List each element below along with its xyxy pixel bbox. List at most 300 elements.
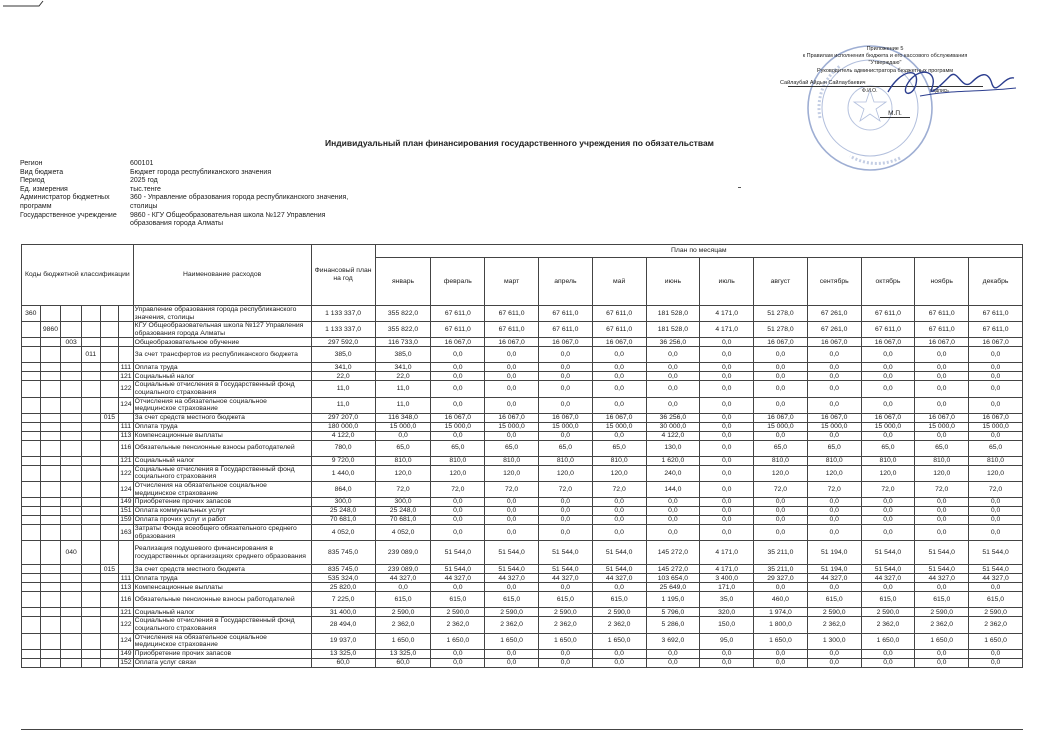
month-value-cell: 11,0 xyxy=(375,397,431,413)
expense-name-cell: Отчисления на обязательное социальное медицинское страхование xyxy=(133,397,311,413)
code-cell xyxy=(81,516,100,525)
table-row xyxy=(22,498,1023,507)
month-value-cell: 0,0 xyxy=(592,516,646,525)
table-row xyxy=(22,347,1023,363)
code-cell: 015 xyxy=(100,565,119,574)
table-row xyxy=(22,608,1023,617)
signer-name: Сайлаубай Айдын Сайлаубаевич xyxy=(780,80,866,86)
month-value-cell: 2 590,0 xyxy=(375,608,431,617)
month-value-cell: 1 195,0 xyxy=(646,592,700,608)
annual-plan-cell: 60,0 xyxy=(311,658,375,667)
annual-plan-cell: 11,0 xyxy=(311,381,375,397)
annual-plan-cell: 4 052,0 xyxy=(311,525,375,541)
month-value-cell: 4 171,0 xyxy=(700,322,754,338)
month-value-cell: 120,0 xyxy=(375,465,431,481)
month-value-cell: 15 000,0 xyxy=(915,422,969,431)
code-cell xyxy=(119,541,134,565)
month-value-cell: 0,0 xyxy=(700,381,754,397)
annual-plan-cell: 28 494,0 xyxy=(311,617,375,633)
code-cell xyxy=(40,507,61,516)
month-value-cell: 16 067,0 xyxy=(431,338,485,347)
month-value-cell: 0,0 xyxy=(431,516,485,525)
month-value-cell: 4 122,0 xyxy=(646,431,700,440)
code-cell xyxy=(100,633,119,649)
month-value-cell: 0,0 xyxy=(700,422,754,431)
month-value-cell: 60,0 xyxy=(375,658,431,667)
code-cell xyxy=(100,481,119,497)
code-cell xyxy=(22,381,41,397)
annual-plan-cell: 297 207,0 xyxy=(311,413,375,422)
month-value-cell: 0,0 xyxy=(592,658,646,667)
code-cell xyxy=(81,541,100,565)
code-cell xyxy=(81,372,100,381)
month-value-cell: 15 000,0 xyxy=(375,422,431,431)
meta-value: 360 - Управление образования города республиканского значения, столицы xyxy=(130,194,349,210)
expense-name-cell: Реализация подушевого финансирования в государственных организациях среднего образования xyxy=(133,541,311,565)
month-value-cell: 44 327,0 xyxy=(915,574,969,583)
month-value-cell: 72,0 xyxy=(375,481,431,497)
month-value-cell: 0,0 xyxy=(592,431,646,440)
meta-label: Государственное учреждение xyxy=(20,211,117,219)
code-cell xyxy=(100,507,119,516)
month-value-cell: 0,0 xyxy=(969,498,1023,507)
month-value-cell: 615,0 xyxy=(969,592,1023,608)
annual-plan-cell: 22,0 xyxy=(311,372,375,381)
code-cell xyxy=(22,507,41,516)
month-value-cell: 72,0 xyxy=(915,481,969,497)
appendix-line-1: Приложение 5 xyxy=(866,46,904,52)
annual-plan-cell: 535 324,0 xyxy=(311,574,375,583)
code-cell xyxy=(61,525,82,541)
month-value-cell: 0,0 xyxy=(700,338,754,347)
month-value-cell: 0,0 xyxy=(861,347,915,363)
code-cell xyxy=(22,456,41,465)
month-value-cell: 2 362,0 xyxy=(915,617,969,633)
month-value-cell: 810,0 xyxy=(861,456,915,465)
code-cell: 151 xyxy=(120,507,132,515)
code-cell xyxy=(100,306,119,322)
code-cell: 121 xyxy=(120,456,132,464)
meta-label: Вид бюджета xyxy=(20,168,64,176)
month-value-cell: 72,0 xyxy=(754,481,808,497)
month-value-cell: 0,0 xyxy=(969,431,1023,440)
code-cell: 011 xyxy=(81,347,100,363)
month-value-cell: 145 272,0 xyxy=(646,541,700,565)
appendix-line-2: к Правилам исполнения бюджета и его кассового обслуживания xyxy=(802,53,968,60)
code-cell xyxy=(22,440,41,456)
month-value-cell: 116 733,0 xyxy=(375,338,431,347)
month-value-cell: 65,0 xyxy=(861,440,915,456)
code-cell xyxy=(61,507,82,516)
month-value-cell: 0,0 xyxy=(431,658,485,667)
month-value-cell: 0,0 xyxy=(807,649,861,658)
code-cell xyxy=(81,381,100,397)
month-value-cell: 44 327,0 xyxy=(538,574,592,583)
month-value-cell: 16 067,0 xyxy=(754,338,808,347)
meta-row-administrator xyxy=(20,194,350,211)
table-row xyxy=(22,397,1023,413)
code-cell: 113 xyxy=(120,431,132,439)
code-cell xyxy=(81,592,100,608)
document-metadata xyxy=(20,160,350,229)
month-value-cell: 0,0 xyxy=(646,372,700,381)
code-cell xyxy=(100,465,119,481)
month-value-cell: 0,0 xyxy=(861,431,915,440)
code-cell xyxy=(40,541,61,565)
month-value-cell: 67 611,0 xyxy=(861,322,915,338)
seal-place-label: М.П. xyxy=(880,110,910,118)
month-value-cell: 44 327,0 xyxy=(969,574,1023,583)
month-value-cell: 0,0 xyxy=(861,525,915,541)
code-cell xyxy=(61,456,82,465)
header-month: июнь xyxy=(646,258,700,306)
month-value-cell: 0,0 xyxy=(807,525,861,541)
table-row xyxy=(22,381,1023,397)
handwritten-signature xyxy=(880,62,1020,108)
document-title: Индивидуальный план финансирования государственного учреждения по обязательствам xyxy=(325,138,714,148)
code-cell xyxy=(22,617,41,633)
header-month: март xyxy=(485,258,539,306)
month-value-cell: 67 611,0 xyxy=(861,306,915,322)
header-month: октябрь xyxy=(861,258,915,306)
month-value-cell: 44 327,0 xyxy=(431,574,485,583)
code-cell xyxy=(40,525,61,541)
code-cell xyxy=(100,525,119,541)
month-value-cell: 67 611,0 xyxy=(915,306,969,322)
month-value-cell: 181 528,0 xyxy=(646,322,700,338)
code-cell xyxy=(81,633,100,649)
month-value-cell: 0,0 xyxy=(431,583,485,592)
month-value-cell: 1 974,0 xyxy=(754,608,808,617)
meta-label: Регион xyxy=(20,160,43,167)
plan-table-body xyxy=(22,306,1023,668)
month-value-cell: 0,0 xyxy=(431,397,485,413)
code-cell xyxy=(22,431,41,440)
table-row xyxy=(22,541,1023,565)
month-value-cell: 0,0 xyxy=(700,649,754,658)
month-value-cell: 0,0 xyxy=(754,381,808,397)
code-cell xyxy=(22,633,41,649)
month-value-cell: 0,0 xyxy=(485,516,539,525)
month-value-cell: 16 067,0 xyxy=(915,338,969,347)
code-cell xyxy=(22,565,41,574)
month-value-cell: 0,0 xyxy=(538,363,592,372)
month-value-cell: 355 822,0 xyxy=(375,322,431,338)
month-value-cell: 0,0 xyxy=(592,525,646,541)
month-value-cell: 0,0 xyxy=(861,583,915,592)
code-cell xyxy=(40,456,61,465)
code-cell xyxy=(81,422,100,431)
header-name: Наименование расходов xyxy=(133,245,311,306)
meta-row-period xyxy=(20,177,350,186)
month-value-cell: 67 611,0 xyxy=(538,306,592,322)
month-value-cell: 0,0 xyxy=(485,381,539,397)
month-value-cell: 0,0 xyxy=(700,481,754,497)
month-value-cell: 0,0 xyxy=(485,583,539,592)
code-cell xyxy=(61,322,82,338)
month-value-cell: 51 544,0 xyxy=(969,541,1023,565)
month-value-cell: 0,0 xyxy=(431,347,485,363)
month-value-cell: 65,0 xyxy=(807,440,861,456)
month-value-cell: 0,0 xyxy=(538,658,592,667)
annual-plan-cell: 385,0 xyxy=(311,347,375,363)
month-value-cell: 300,0 xyxy=(375,498,431,507)
code-cell xyxy=(61,574,82,583)
month-value-cell: 0,0 xyxy=(592,507,646,516)
code-cell xyxy=(81,507,100,516)
table-row xyxy=(22,306,1023,322)
code-cell: 360 xyxy=(22,306,41,322)
code-cell xyxy=(61,583,82,592)
month-value-cell: 181 528,0 xyxy=(646,306,700,322)
month-value-cell: 0,0 xyxy=(538,381,592,397)
month-value-cell: 35 211,0 xyxy=(754,541,808,565)
month-value-cell: 5 796,0 xyxy=(646,608,700,617)
month-value-cell: 239 089,0 xyxy=(375,565,431,574)
month-value-cell: 171,0 xyxy=(700,583,754,592)
month-value-cell: 2 362,0 xyxy=(807,617,861,633)
month-value-cell: 67 611,0 xyxy=(538,322,592,338)
month-value-cell: 120,0 xyxy=(592,465,646,481)
code-cell: 116 xyxy=(119,440,134,456)
code-cell xyxy=(61,498,82,507)
code-cell xyxy=(40,516,61,525)
month-value-cell: 0,0 xyxy=(915,516,969,525)
month-value-cell: 67 611,0 xyxy=(592,322,646,338)
code-cell xyxy=(100,649,119,658)
code-cell xyxy=(100,456,119,465)
month-value-cell: 0,0 xyxy=(646,658,700,667)
code-cell xyxy=(40,372,61,381)
code-cell xyxy=(40,465,61,481)
expense-name-cell: Оплата труда xyxy=(133,574,311,583)
month-value-cell: 0,0 xyxy=(646,397,700,413)
code-cell: 111 xyxy=(119,363,134,372)
code-cell xyxy=(40,633,61,649)
code-cell xyxy=(100,592,119,608)
annual-plan-cell: 1 133 337,0 xyxy=(311,306,375,322)
month-value-cell: 67 611,0 xyxy=(431,322,485,338)
month-value-cell: 0,0 xyxy=(592,381,646,397)
month-value-cell: 615,0 xyxy=(538,592,592,608)
expense-name-cell: Управление образования города республиканского значения, столицы xyxy=(133,306,311,322)
month-value-cell: 810,0 xyxy=(592,456,646,465)
annual-plan-cell: 31 400,0 xyxy=(311,608,375,617)
month-value-cell: 67 261,0 xyxy=(807,322,861,338)
month-value-cell: 0,0 xyxy=(807,516,861,525)
month-value-cell: 0,0 xyxy=(431,498,485,507)
month-value-cell: 16 067,0 xyxy=(592,413,646,422)
code-cell: 149 xyxy=(120,649,132,657)
header-month: апрель xyxy=(538,258,592,306)
expense-name-cell: Отчисления на обязательное социальное медицинское страхование xyxy=(133,633,311,649)
code-cell xyxy=(22,413,41,422)
code-cell xyxy=(81,363,100,372)
expense-name-cell: Обязательные пенсионные взносы работодателей xyxy=(133,592,311,608)
meta-value: Бюджет города республиканского значения xyxy=(130,168,272,176)
month-value-cell: 0,0 xyxy=(915,347,969,363)
code-cell xyxy=(40,481,61,497)
header-annual: Финансовый план на год xyxy=(311,245,375,306)
month-value-cell: 51 194,0 xyxy=(807,565,861,574)
table-row xyxy=(22,633,1023,649)
month-value-cell: 67 261,0 xyxy=(807,306,861,322)
month-value-cell: 0,0 xyxy=(538,525,592,541)
annual-plan-cell: 70 681,0 xyxy=(311,516,375,525)
table-row xyxy=(22,565,1023,574)
table-row xyxy=(22,583,1023,592)
meta-row-region xyxy=(20,160,350,169)
code-cell xyxy=(40,397,61,413)
month-value-cell: 1 650,0 xyxy=(754,633,808,649)
month-value-cell: 22,0 xyxy=(375,372,431,381)
month-value-cell: 51 544,0 xyxy=(431,541,485,565)
month-value-cell: 1 650,0 xyxy=(969,633,1023,649)
header-codes: Коды бюджетной классификации xyxy=(22,245,134,306)
month-value-cell: 0,0 xyxy=(807,498,861,507)
month-value-cell: 2 362,0 xyxy=(538,617,592,633)
month-value-cell: 0,0 xyxy=(700,347,754,363)
month-value-cell: 70 681,0 xyxy=(375,516,431,525)
month-value-cell: 51 544,0 xyxy=(861,541,915,565)
month-value-cell: 320,0 xyxy=(700,608,754,617)
expense-name-cell: Приобретение прочих запасов xyxy=(133,649,311,658)
code-cell xyxy=(22,372,41,381)
month-value-cell: 0,0 xyxy=(485,658,539,667)
expense-name-cell: За счет средств местного бюджета xyxy=(133,413,311,422)
code-cell xyxy=(81,525,100,541)
month-value-cell: 65,0 xyxy=(969,440,1023,456)
code-cell: 122 xyxy=(119,617,134,633)
month-value-cell: 0,0 xyxy=(861,363,915,372)
month-value-cell: 0,0 xyxy=(646,498,700,507)
month-value-cell: 35 211,0 xyxy=(754,565,808,574)
month-value-cell: 65,0 xyxy=(915,440,969,456)
month-value-cell: 72,0 xyxy=(538,481,592,497)
code-cell xyxy=(40,658,61,667)
month-value-cell: 2 590,0 xyxy=(807,608,861,617)
code-cell: 015 xyxy=(100,413,119,422)
month-value-cell: 0,0 xyxy=(754,397,808,413)
header-month: ноябрь xyxy=(915,258,969,306)
code-cell xyxy=(61,481,82,497)
code-cell xyxy=(100,347,119,363)
month-value-cell: 0,0 xyxy=(700,498,754,507)
expense-name-cell: Обязательные пенсионные взносы работодателей xyxy=(133,440,311,456)
month-value-cell: 0,0 xyxy=(700,372,754,381)
month-value-cell: 0,0 xyxy=(969,347,1023,363)
expense-name-cell: За счет средств местного бюджета xyxy=(133,565,311,574)
annual-plan-cell: 25 820,0 xyxy=(311,583,375,592)
expense-name-cell: Социальный налог xyxy=(133,456,311,465)
code-cell xyxy=(61,440,82,456)
code-cell xyxy=(81,465,100,481)
expense-name-cell: За счет трансфертов из республиканского бюджета xyxy=(133,347,311,363)
header-month: декабрь xyxy=(969,258,1023,306)
month-value-cell: 51 278,0 xyxy=(754,322,808,338)
code-cell xyxy=(22,363,41,372)
month-value-cell: 1 650,0 xyxy=(861,633,915,649)
month-value-cell: 0,0 xyxy=(915,498,969,507)
month-value-cell: 0,0 xyxy=(861,381,915,397)
table-row xyxy=(22,338,1023,347)
code-cell xyxy=(22,649,41,658)
code-cell: 040 xyxy=(61,541,82,565)
month-value-cell: 0,0 xyxy=(485,649,539,658)
month-value-cell: 150,0 xyxy=(700,617,754,633)
code-cell xyxy=(61,617,82,633)
month-value-cell: 2 362,0 xyxy=(375,617,431,633)
month-value-cell: 0,0 xyxy=(915,507,969,516)
table-row xyxy=(22,372,1023,381)
month-value-cell: 67 611,0 xyxy=(485,306,539,322)
code-cell xyxy=(22,338,41,347)
month-value-cell: 0,0 xyxy=(754,372,808,381)
code-cell xyxy=(61,347,82,363)
month-value-cell: 0,0 xyxy=(538,498,592,507)
month-value-cell: 615,0 xyxy=(861,592,915,608)
code-cell xyxy=(81,338,100,347)
month-value-cell: 2 362,0 xyxy=(861,617,915,633)
code-cell xyxy=(100,431,119,440)
code-cell xyxy=(61,372,82,381)
code-cell: 9860 xyxy=(40,322,61,338)
financing-plan-table xyxy=(21,244,1023,668)
month-value-cell: 355 822,0 xyxy=(375,306,431,322)
month-value-cell: 65,0 xyxy=(375,440,431,456)
code-cell xyxy=(22,481,41,497)
month-value-cell: 51 544,0 xyxy=(431,565,485,574)
month-value-cell: 0,0 xyxy=(431,649,485,658)
code-cell xyxy=(40,338,61,347)
code-cell xyxy=(61,381,82,397)
month-value-cell: 11,0 xyxy=(375,381,431,397)
annual-plan-cell: 835 745,0 xyxy=(311,565,375,574)
month-value-cell: 72,0 xyxy=(485,481,539,497)
month-value-cell: 0,0 xyxy=(700,658,754,667)
month-value-cell: 145 272,0 xyxy=(646,565,700,574)
table-row xyxy=(22,658,1023,667)
month-value-cell: 0,0 xyxy=(700,363,754,372)
month-value-cell: 615,0 xyxy=(375,592,431,608)
month-value-cell: 810,0 xyxy=(754,456,808,465)
code-cell xyxy=(22,541,41,565)
expense-name-cell: Социальные отчисления в Государственный фонд социального страхования xyxy=(133,465,311,481)
code-cell xyxy=(81,397,100,413)
month-value-cell: 15 000,0 xyxy=(485,422,539,431)
code-cell xyxy=(61,397,82,413)
month-value-cell: 120,0 xyxy=(969,465,1023,481)
month-value-cell: 0,0 xyxy=(915,397,969,413)
month-value-cell: 0,0 xyxy=(754,498,808,507)
month-value-cell: 0,0 xyxy=(861,397,915,413)
code-cell xyxy=(100,608,119,617)
month-value-cell: 0,0 xyxy=(915,658,969,667)
month-value-cell: 44 327,0 xyxy=(375,574,431,583)
month-value-cell: 4 171,0 xyxy=(700,565,754,574)
month-value-cell: 0,0 xyxy=(485,525,539,541)
month-value-cell: 2 590,0 xyxy=(915,608,969,617)
month-value-cell: 103 654,0 xyxy=(646,574,700,583)
month-value-cell: 0,0 xyxy=(646,516,700,525)
month-value-cell: 67 611,0 xyxy=(969,322,1023,338)
month-value-cell: 0,0 xyxy=(754,658,808,667)
month-value-cell: 1 650,0 xyxy=(592,633,646,649)
month-value-cell: 51 544,0 xyxy=(861,565,915,574)
code-cell xyxy=(61,413,82,422)
code-cell xyxy=(100,583,119,592)
month-value-cell: 0,0 xyxy=(915,431,969,440)
